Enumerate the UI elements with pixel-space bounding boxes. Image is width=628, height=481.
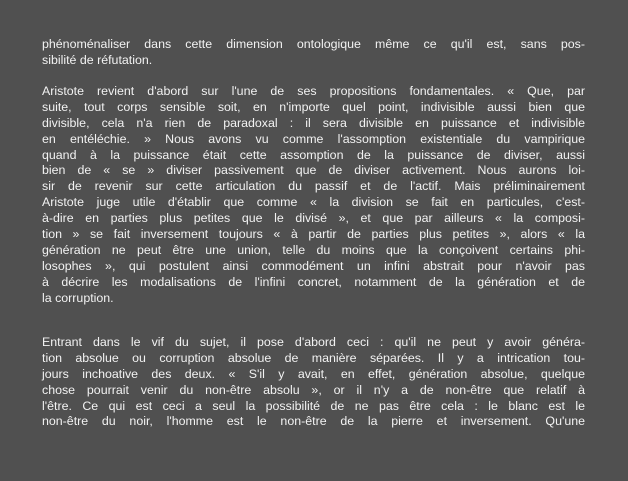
paragraph-2 [42,84,585,306]
text-line: tion absolue ou corruption absolue de manière séparées. Il y a intrication tou- [42,350,585,365]
text-line: la corruption. [42,290,114,305]
text-line: Entrant dans le vif du sujet, il pose d'abord ceci : qu'il ne peut y avoir généra- [42,335,585,349]
text-line: à décrire les modalisations de l'infini concret, notamment de la génération et de [42,274,585,289]
text-line: bien de « se » diviser passivement que de diviser activement. Nous aurons loi- [42,163,585,178]
text-line: divisible, cela n'a rien de paradoxal : il sera divisible en puissance et indivisible [42,115,585,130]
paragraph-1 [42,37,585,69]
text-line: losophes », qui postulent ainsi commodément un infini abstrait pour n'avoir pas [42,258,585,273]
text-line: suite, tout corps sensible soit, en n'importe quel point, indivisible aussi bien que [42,99,585,114]
text-line: chose pourrait venir du non-être absolu », or il n'y a de non-être que relatif à [42,382,585,397]
text-line: Aristote revient d'abord sur l'une de ses propositions fondamentales. « Que, par [42,84,585,98]
text-line: en entéléchie. » Nous avons vu comme l'assomption existentiale du vampirique [42,131,585,146]
text-line: l'être. Ce qui est ceci a seul la possibilité de ne pas être cela : le blanc est le [42,398,585,413]
text-line: tion » se fait inversement toujours « à partir de parties plus petites », alors « la [42,227,585,242]
text-line: sibilité de réfutation. [42,52,153,67]
text-line: à-dire en parties plus petites que le divisé », et que par ailleurs « la composi- [42,211,585,226]
text-line: phénoménaliser dans cette dimension ontologique même ce qu'il est, sans pos- [42,37,585,51]
text-line: sir de revenir sur cette articulation du passif et de l'actif. Mais préliminairement [42,179,585,194]
text-line: quand à la puissance était cette assomption de la puissance de diviser, aussi [42,147,585,162]
paragraph-3 [42,335,585,430]
text-line: Aristote juge utile d'établir que comme « la division se fait en particules, c'est- [42,195,585,210]
text-line: non-être du noir, l'homme est le non-être de la pierre et inversement. Qu'une [42,414,585,429]
text-line: génération ne peut être une union, telle du moins que la conçoivent certains phi- [42,242,585,257]
text-line: jours inchoative des deux. « S'il y avait, en effet, génération absolue, quelque [42,366,585,381]
